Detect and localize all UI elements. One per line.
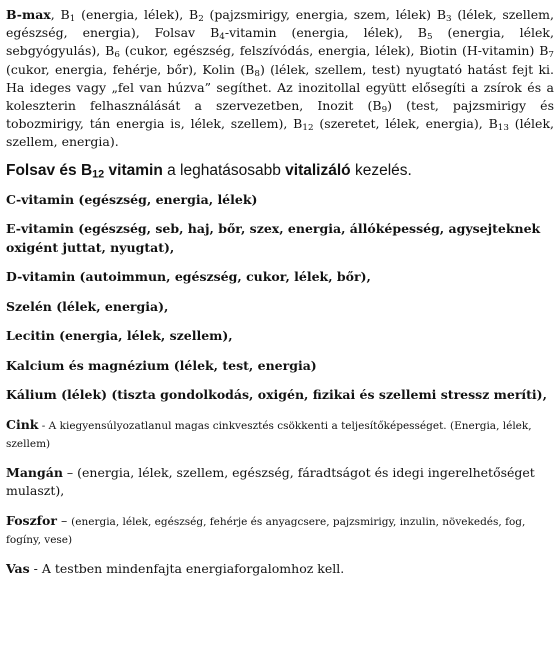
item-e-vitamin	[6, 220, 554, 257]
item-dash: –	[56, 512, 72, 528]
item-label: Vas	[6, 560, 30, 576]
item-szelen	[6, 298, 554, 317]
subscript: 6	[114, 50, 120, 61]
item-text: D-vitamin (autoimmun, egészség, cukor, lélek, bőr),	[6, 269, 371, 285]
item-text: – (energia, lélek, szellem, egészség, fáradtságot és idegi ingerelhetőséget mulaszt),	[6, 464, 535, 499]
subscript: 12	[302, 123, 314, 134]
lead-text: a leghatásosabb	[162, 161, 286, 179]
intro-text: ) (test, pajzsmirigy és tobozmirigy, tán energia is, lélek, szellem), B	[6, 98, 554, 132]
lead-bold: Folsav és B	[6, 161, 93, 179]
lead-text: kezelés.	[350, 161, 412, 179]
item-text: Kálium (lélek) (tiszta gondolkodás, oxigén, fizikai és szellemi stressz meríti),	[6, 387, 547, 403]
item-mangan	[6, 464, 554, 501]
item-text: - A testben mindenfajta energiaforgalomhoz kell.	[29, 560, 345, 576]
item-d-vitamin	[6, 268, 554, 287]
intro-text: ) (lélek, szellem, test) nyugtató hatást fejt ki. Ha ideges vagy „fel van húzva” segíthet. Az inozitollal együtt elősegíti a zsírok és a koleszterin felhasználását a szervezetben, Inozit (B	[6, 61, 554, 114]
subscript: 1	[69, 14, 76, 25]
item-lecitin	[6, 327, 554, 346]
item-label: Mangán	[6, 464, 63, 480]
item-c-vitamin	[6, 191, 554, 210]
intro-text: (cukor, energia, fehérje, bőr), Kolin (B	[6, 61, 255, 77]
item-vas	[6, 560, 554, 579]
item-foszfor	[6, 512, 554, 549]
item-text: Szelén (lélek, energia),	[6, 298, 169, 314]
item-text: C-vitamin (egészség, energia, lélek)	[6, 191, 258, 207]
intro-text: , B	[50, 7, 70, 22]
subscript: 13	[497, 123, 509, 134]
vitamin-b-paragraph	[6, 6, 554, 152]
item-label: Cink	[6, 416, 39, 432]
subscript: 8	[254, 68, 260, 79]
item-text: E-vitamin (egészség, seb, haj, bőr, szex, energia, állóképesség, agysejteknek oxigént juttat, nyugtat),	[6, 221, 541, 255]
item-label: Foszfor	[6, 512, 57, 528]
item-kalcium	[6, 357, 554, 376]
folsav-b12-lead	[6, 160, 554, 181]
intro-text: (szeretet, lélek, energia), B	[313, 116, 498, 132]
subscript: 3	[446, 14, 452, 25]
subscript: 9	[381, 105, 388, 116]
lead-bold: vitalizáló	[285, 161, 351, 179]
intro-text: (pajzsmirigy, energia, szem, lélek) B	[203, 7, 447, 22]
lead-bold: vitamin	[104, 161, 163, 179]
item-text: Lecitin (energia, lélek, szellem),	[6, 328, 233, 344]
intro-text: (lélek, szellem, energia).	[6, 116, 555, 150]
subscript: 4	[219, 32, 225, 43]
intro-text: -vitamin (energia, lélek), B	[224, 25, 427, 41]
intro-text: (cukor, egészség, felszívódás, energia, lélek), Biotin (H-vitamin) B	[119, 43, 549, 59]
intro-text: (energia, lélek), B	[75, 7, 199, 22]
subscript: 5	[426, 32, 433, 43]
subscript: 12	[92, 168, 105, 181]
intro-text: (lélek, szellem, egészség, energia), Folsav B	[6, 7, 554, 41]
subscript: 2	[198, 14, 204, 25]
bmax-label: B-max	[6, 7, 51, 22]
item-kalium	[6, 386, 554, 405]
subscript: 7	[548, 50, 554, 61]
item-text: (energia, lélek, egészség, fehérje és anyagcsere, pajzsmirigy, inzulin, növekedés, fog, fogíny, vese)	[6, 515, 526, 547]
item-cink	[6, 416, 554, 453]
intro-text: (energia, lélek, sebgyógyulás), B	[6, 25, 554, 59]
item-text: - A kiegyensúlyozatlanul magas cinkvesztés csökkenti a teljesítőképességet. (Energia, lélek, szellem)	[6, 419, 532, 451]
item-text: Kalcium és magnézium (lélek, test, energia)	[6, 357, 317, 373]
